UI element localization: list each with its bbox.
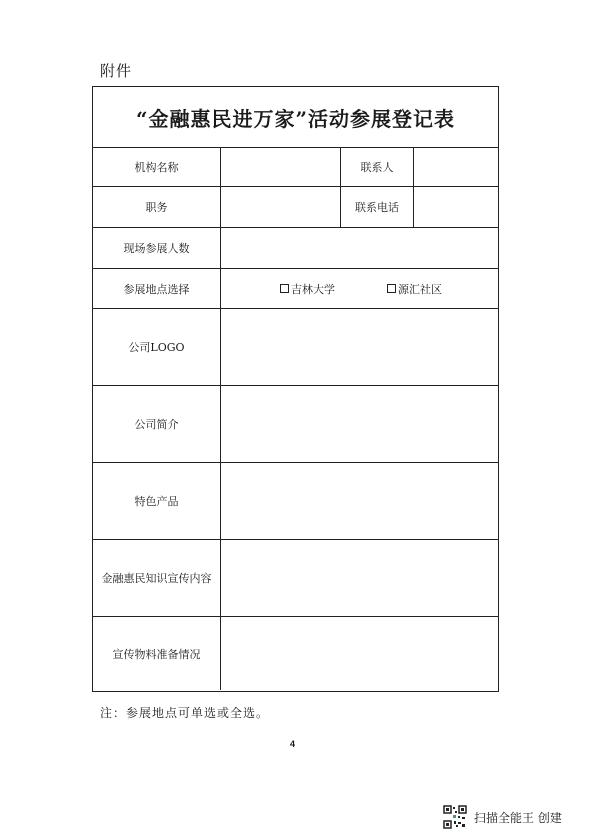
promo-content-field[interactable]: [221, 540, 498, 616]
promo-content-label: 金融惠民知识宣传内容: [93, 540, 221, 616]
form-note: 注：参展地点可单选或全选。: [100, 706, 270, 720]
contact-label: 联系人: [341, 147, 414, 186]
form-title: “金融惠民进万家”活动参展登记表: [93, 87, 498, 148]
row-intro: [93, 386, 498, 463]
checkbox-icon[interactable]: [387, 284, 396, 293]
logo-field[interactable]: [221, 309, 498, 385]
org-name-field[interactable]: [221, 147, 341, 186]
row-logo: [93, 309, 498, 386]
row-products: [93, 463, 498, 540]
registration-form: [92, 86, 499, 692]
location-option-label: 源汇社区: [398, 282, 442, 296]
scanner-watermark: [443, 805, 562, 829]
attachment-label: 附件: [100, 62, 133, 80]
phone-label: 联系电话: [341, 187, 414, 227]
location-option-yuanhui-community[interactable]: [387, 269, 442, 308]
intro-field[interactable]: [221, 386, 498, 462]
org-name-label: 机构名称: [93, 147, 221, 186]
row-materials: [93, 617, 498, 690]
row-onsite-count: [93, 228, 498, 269]
row-location: [93, 269, 498, 309]
products-field[interactable]: [221, 463, 498, 539]
page-number: 4: [290, 739, 296, 749]
location-label: 参展地点选择: [93, 269, 221, 308]
intro-label: 公司简介: [93, 386, 221, 462]
materials-label: 宣传物料准备情况: [93, 617, 221, 690]
row-org-name: [93, 147, 498, 187]
materials-field[interactable]: [221, 617, 498, 690]
row-position: [93, 187, 498, 228]
qr-code-icon: [443, 805, 467, 829]
contact-field[interactable]: [414, 147, 498, 186]
location-option-label: 吉林大学: [291, 282, 335, 296]
onsite-count-label: 现场参展人数: [93, 228, 221, 268]
location-option-jilin-university[interactable]: [280, 269, 335, 308]
row-promo-content: [93, 540, 498, 617]
products-label: 特色产品: [93, 463, 221, 539]
logo-label: 公司LOGO: [93, 309, 221, 385]
checkbox-icon[interactable]: [280, 284, 289, 293]
position-label: 职务: [93, 187, 221, 227]
scanner-text: 扫描全能王 创建: [474, 810, 562, 825]
onsite-count-field[interactable]: [221, 228, 498, 268]
phone-field[interactable]: [414, 187, 498, 227]
position-field[interactable]: [221, 187, 341, 227]
